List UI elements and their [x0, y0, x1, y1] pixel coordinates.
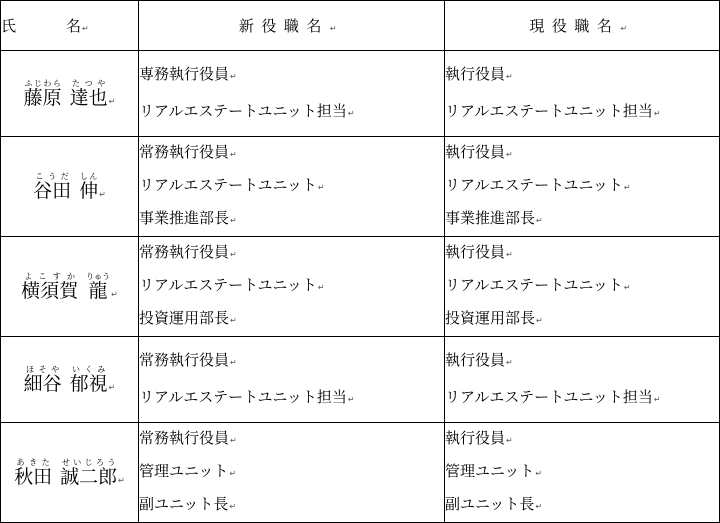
- return-mark-icon: ↵: [506, 71, 513, 81]
- return-mark-icon: ↵: [230, 71, 237, 81]
- surname-furigana: ふじわら: [23, 78, 62, 88]
- return-mark-icon: ↵: [535, 469, 543, 478]
- role-line: 専務執行役員↵: [139, 64, 237, 83]
- new-title-cell: [139, 337, 445, 423]
- return-mark-icon: ↵: [329, 24, 345, 33]
- return-mark-icon: ↵: [230, 250, 237, 259]
- role-line: 執行役員↵: [445, 143, 513, 161]
- person-name: [33, 172, 98, 202]
- given-name: 龍: [86, 279, 111, 302]
- role-line: リアルエステートユニット担当↵: [139, 387, 355, 406]
- return-mark-icon: ↵: [620, 24, 635, 33]
- person-name: [24, 365, 108, 395]
- role-line: 事業推進部長↵: [445, 209, 543, 227]
- surname-furigana: あきた: [14, 457, 53, 467]
- role-line: 事業推進部長↵: [139, 209, 237, 227]
- role-line: リアルエステートユニット↵: [139, 276, 325, 294]
- surname: 秋田: [14, 465, 53, 488]
- current-title-cell: [445, 337, 720, 423]
- new-title-column-header: [139, 1, 445, 51]
- role-line: 常務執行役員↵: [139, 143, 237, 161]
- return-mark-icon: ↵: [653, 394, 661, 404]
- person-name: [24, 79, 108, 109]
- return-mark-icon: ↵: [506, 436, 513, 445]
- given-name: 郁視: [69, 372, 108, 395]
- role-line: リアルエステートユニット担当↵: [139, 101, 355, 120]
- surname-furigana: よこすか: [21, 271, 79, 281]
- role-line: 投資運用部長↵: [139, 309, 237, 327]
- return-mark-icon: ↵: [230, 216, 237, 225]
- surname: 細谷: [23, 372, 62, 395]
- person-name-cell: [1, 237, 139, 337]
- name-header-part-1: 氏: [1, 17, 17, 35]
- return-mark-icon: ↵: [118, 475, 125, 485]
- return-mark-icon: ↵: [536, 216, 543, 225]
- return-mark-icon: ↵: [535, 502, 543, 511]
- role-line: リアルエステートユニット↵: [445, 176, 631, 194]
- return-mark-icon: ↵: [108, 96, 116, 106]
- return-mark-icon: ↵: [317, 283, 325, 292]
- role-line: 副ユニット長↵: [445, 495, 543, 513]
- new-title-cell: [139, 423, 445, 523]
- return-mark-icon: ↵: [623, 283, 631, 292]
- table-row: [1, 137, 720, 237]
- surname: 谷田: [33, 179, 72, 202]
- name-header-part-2: 名: [66, 17, 82, 35]
- current-title-cell: [445, 423, 720, 523]
- return-mark-icon: ↵: [347, 394, 355, 404]
- person-name: [21, 272, 110, 302]
- return-mark-icon: ↵: [108, 382, 116, 392]
- return-mark-icon: ↵: [506, 357, 513, 367]
- return-mark-icon: ↵: [653, 108, 661, 118]
- given-name-furigana: いくみ: [69, 364, 108, 374]
- current-title-cell: [445, 237, 720, 337]
- table-row: [1, 337, 720, 423]
- role-line: 管理ユニット↵: [139, 462, 237, 480]
- return-mark-icon: ↵: [623, 183, 631, 192]
- current-title-cell: [445, 51, 720, 137]
- return-mark-icon: ↵: [506, 150, 513, 159]
- role-line: 常務執行役員↵: [139, 429, 237, 447]
- surname-furigana: こうだ: [33, 171, 72, 181]
- table-row: [1, 237, 720, 337]
- return-mark-icon: ↵: [317, 183, 325, 192]
- role-line: リアルエステートユニット↵: [139, 176, 325, 194]
- role-line: 常務執行役員↵: [139, 243, 237, 261]
- role-line: リアルエステートユニット担当↵: [445, 387, 661, 406]
- return-mark-icon: ↵: [506, 250, 513, 259]
- given-name-furigana: りゅう: [86, 271, 111, 281]
- person-name-cell: [1, 423, 139, 523]
- role-line: 執行役員↵: [445, 64, 513, 83]
- given-name: 伸: [79, 179, 99, 202]
- role-line: 執行役員↵: [445, 350, 513, 369]
- role-line: 副ユニット長↵: [139, 495, 237, 513]
- surname: 藤原: [23, 86, 62, 109]
- return-mark-icon: ↵: [230, 150, 237, 159]
- return-mark-icon: ↵: [111, 289, 118, 299]
- current-title-cell: [445, 137, 720, 237]
- new-title-cell: [139, 51, 445, 137]
- return-mark-icon: ↵: [229, 502, 237, 511]
- return-mark-icon: ↵: [536, 316, 543, 325]
- name-column-header: [1, 1, 139, 51]
- role-line: リアルエステートユニット担当↵: [445, 101, 661, 120]
- return-mark-icon: ↵: [229, 469, 237, 478]
- return-mark-icon: ↵: [99, 189, 106, 199]
- table-row: [1, 51, 720, 137]
- return-mark-icon: ↵: [230, 357, 237, 367]
- role-line: 執行役員↵: [445, 243, 513, 261]
- given-name-furigana: せいじろう: [60, 457, 118, 467]
- given-name-furigana: たつや: [69, 78, 108, 88]
- return-mark-icon: ↵: [347, 108, 355, 118]
- role-line: 執行役員↵: [445, 429, 513, 447]
- given-name-furigana: しん: [79, 171, 99, 181]
- given-name: 達也: [69, 86, 108, 109]
- new-title-cell: [139, 137, 445, 237]
- new-title-header-label: 新役職名: [238, 17, 329, 35]
- person-name: [14, 458, 117, 488]
- role-line: 常務執行役員↵: [139, 350, 237, 369]
- person-name-cell: [1, 51, 139, 137]
- return-mark-icon: ↵: [82, 24, 89, 33]
- return-mark-icon: ↵: [230, 316, 237, 325]
- current-title-column-header: [445, 1, 720, 51]
- surname-furigana: ほそや: [23, 364, 62, 374]
- person-name-cell: [1, 137, 139, 237]
- given-name: 誠二郎: [60, 465, 118, 488]
- new-title-cell: [139, 237, 445, 337]
- role-line: 投資運用部長↵: [445, 309, 543, 327]
- table-header-row: [1, 1, 720, 51]
- return-mark-icon: ↵: [230, 436, 237, 445]
- surname: 横須賀: [21, 279, 79, 302]
- role-line: リアルエステートユニット↵: [445, 276, 631, 294]
- table-row: [1, 423, 720, 523]
- person-name-cell: [1, 337, 139, 423]
- role-line: 管理ユニット↵: [445, 462, 543, 480]
- current-title-header-label: 現役職名: [529, 17, 620, 35]
